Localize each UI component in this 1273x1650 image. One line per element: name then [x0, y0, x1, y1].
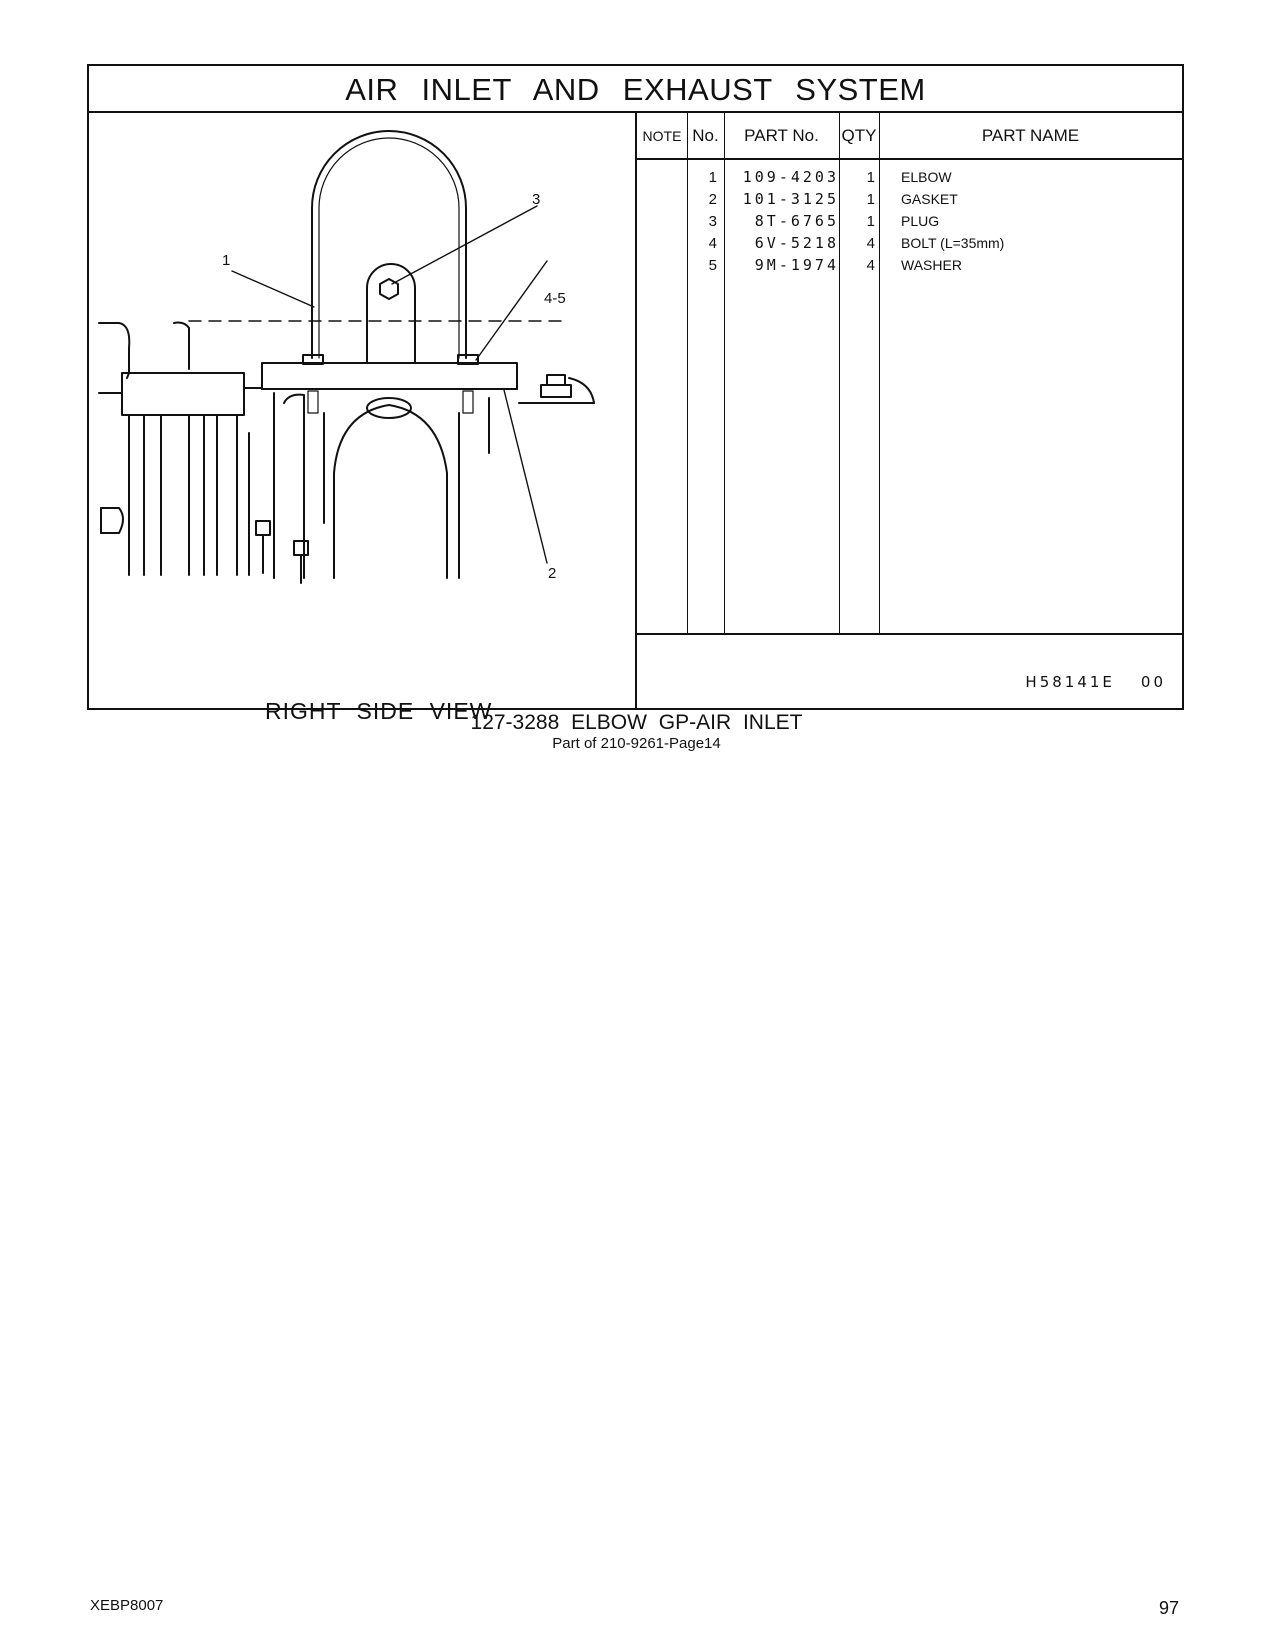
- table-row: [637, 166, 1182, 189]
- callout-2: 2: [548, 565, 557, 582]
- section-title: AIR INLET AND EXHAUST SYSTEM: [89, 66, 1182, 113]
- page-number: 97: [1159, 1598, 1180, 1618]
- row-part-name: PLUG: [901, 213, 940, 229]
- col-qty: QTY: [841, 126, 877, 145]
- group-title: 127-3288 ELBOW GP-AIR INLET: [470, 711, 803, 734]
- parts-table: [637, 113, 1182, 710]
- row-part-no: 6V-5218: [754, 234, 839, 252]
- drawing-code: [1025, 673, 1166, 691]
- table-footer-divider: [637, 633, 1182, 635]
- table-row: [637, 232, 1182, 255]
- row-part-name: BOLT (L=35mm): [901, 235, 1005, 251]
- col-part-name: PART NAME: [981, 126, 1080, 145]
- elbow-drawing: [89, 113, 635, 710]
- parts-illustration: [89, 113, 637, 724]
- row-part-no: 9M-1974: [754, 256, 839, 274]
- row-part-no: 101-3125: [742, 190, 839, 208]
- table-row: [637, 254, 1182, 277]
- row-part-name: GASKET: [901, 191, 958, 207]
- col-part-no: PART No.: [744, 126, 819, 145]
- col-note: NOTE: [642, 128, 682, 144]
- drawing-number: H58141E: [1025, 673, 1115, 691]
- callout-3: 3: [532, 191, 541, 208]
- table-row: [637, 188, 1182, 211]
- view-caption: RIGHT SIDE VIEW: [265, 698, 493, 724]
- row-no: 2: [708, 191, 717, 208]
- row-part-name: ELBOW: [901, 169, 952, 185]
- row-no: 5: [708, 257, 717, 274]
- table-row: [637, 210, 1182, 233]
- row-part-name: WASHER: [901, 257, 962, 273]
- row-qty: 1: [866, 213, 875, 230]
- row-qty: 1: [866, 169, 875, 186]
- row-qty: 4: [866, 235, 875, 252]
- callout-4-5: 4-5: [544, 290, 566, 307]
- row-no: 3: [708, 213, 717, 230]
- row-qty: 4: [866, 257, 875, 274]
- row-no: 4: [708, 235, 717, 252]
- group-subtitle: Part of 210-9261-Page14: [552, 735, 721, 752]
- row-part-no: 109-4203: [742, 168, 839, 186]
- row-no: 1: [708, 169, 717, 186]
- row-part-no: 8T-6765: [754, 212, 839, 230]
- row-qty: 1: [866, 191, 875, 208]
- table-header: [637, 113, 1182, 160]
- drawing-revision: 00: [1140, 673, 1166, 691]
- col-no: No.: [692, 126, 719, 145]
- callout-1: 1: [222, 252, 231, 269]
- document-number: XEBP8007: [90, 1597, 164, 1614]
